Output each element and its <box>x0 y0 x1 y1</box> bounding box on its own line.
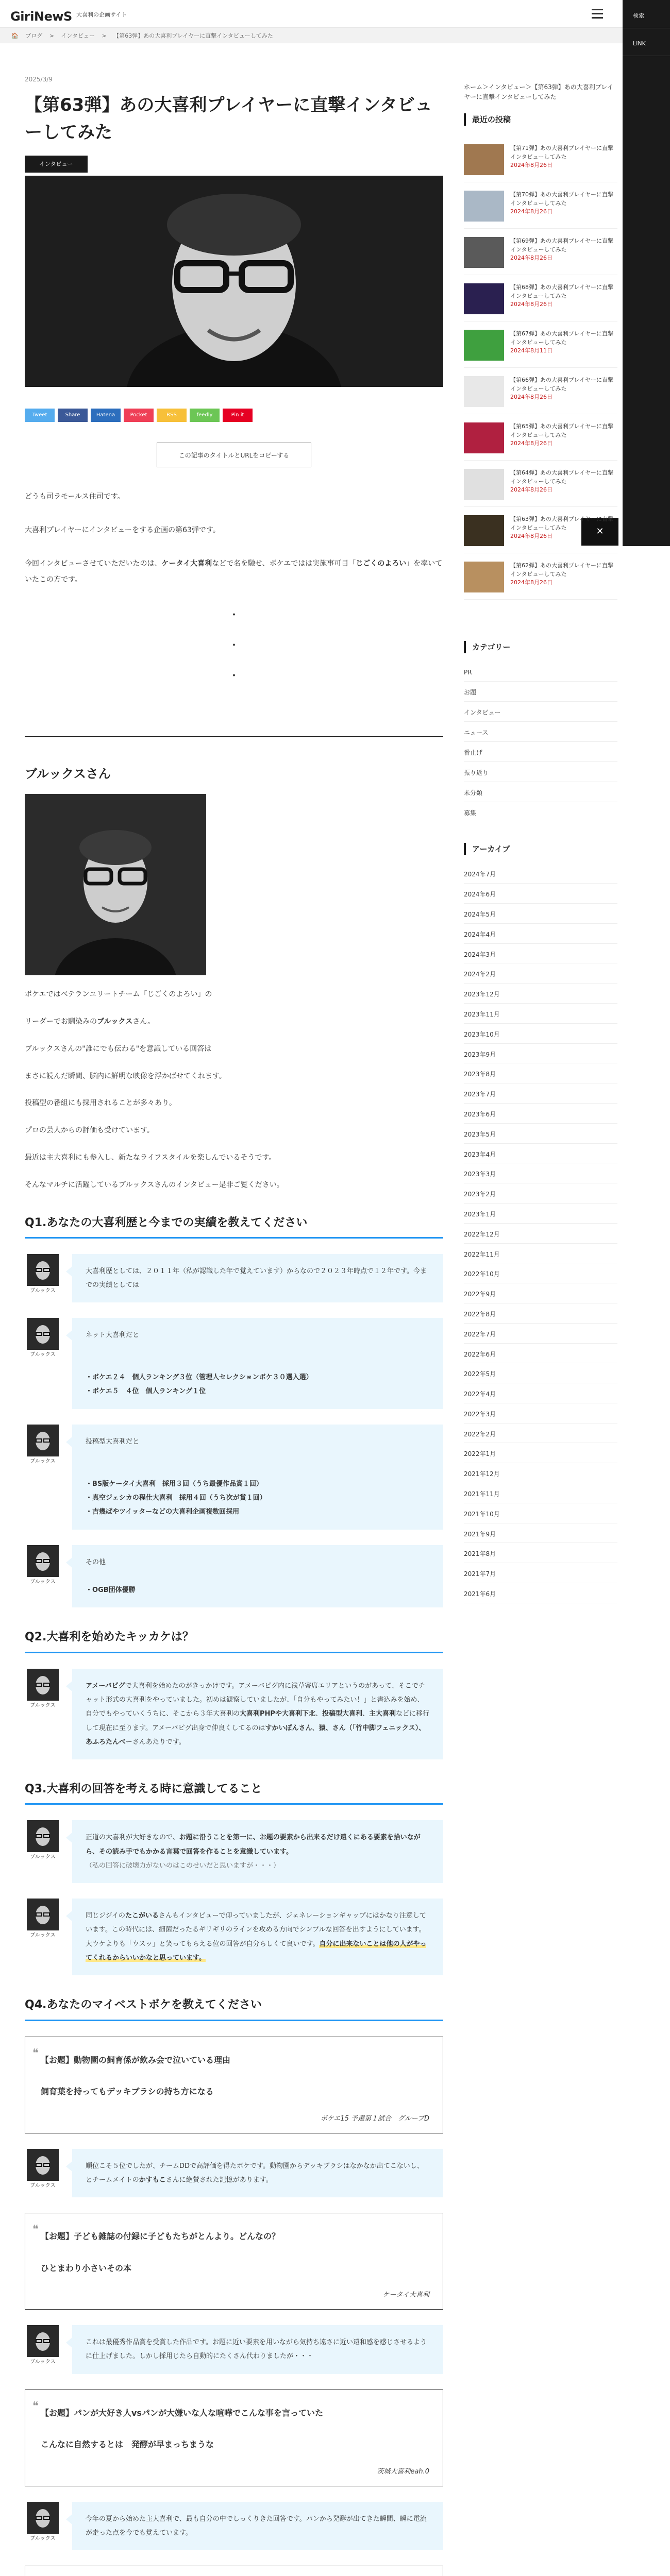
answer-bubble: アメーバピグで大喜利を始めたのがきっかけです。アメーバピグ内に浅草寄席エリアというのがあって、そこでチャット形式の大喜利をやっていました。初めは観察していましたが、「自分もやってみたい！」と書込みを始め、自分でもやっていくうちに、そこから３年大喜利の大喜利PHPや大喜利下北、投稿型大喜利、主大喜利などに移行して現在に至ります。アメーバピグ出身で仲良くしてるのはすかいぼんさん、猿、さん（「竹中脚フェニックス）、あふろたんべーさんあたりです。 <box>72 1669 443 1759</box>
recent-post-thumbnail[interactable] <box>464 515 504 546</box>
category-link[interactable]: お題 <box>464 682 617 702</box>
best-boke-quote <box>25 2566 443 2576</box>
category-link[interactable]: 振り返り <box>464 762 617 782</box>
archive-link[interactable]: 2021年9月 <box>464 1523 617 1544</box>
recent-post-item[interactable]: 【第66弾】あの大喜利プレイヤーに直撃インタビューしてみた 2024年8月26日 <box>464 368 617 414</box>
avatar <box>27 1820 59 1852</box>
profile-paragraph: リーダーでお馴染みのブルックスさん。 <box>25 1017 155 1026</box>
question-heading: Q4.あなたのマイベストボケを教えてください <box>25 1996 443 2021</box>
archive-link[interactable]: 2022年2月 <box>464 1423 617 1444</box>
profile-paragraph: 最近は主大喜利にも参入し、新たなライフスタイルを楽しんでいるそうです。 <box>25 1153 276 1162</box>
answer-bubble-row <box>25 1545 443 1608</box>
breadcrumb <box>0 28 623 43</box>
avatar <box>27 1318 59 1350</box>
share-pocket-button[interactable]: Pocket <box>124 409 154 422</box>
categories-list <box>464 662 617 822</box>
avatar-name: ブルックス <box>30 1287 56 1294</box>
archive-link[interactable]: 2024年3月 <box>464 944 617 964</box>
hero-image <box>25 176 443 387</box>
ellipsis-dot: ・ <box>228 639 240 653</box>
answer-bubble: ネット大喜利だと ・ ボケエ２４ 個人ランキング３位（管理人セレクションボケ３０選入選） ・ ボケエ５ ４位 個人ランキング１位 <box>72 1318 443 1409</box>
archive-link[interactable]: 2023年12月 <box>464 984 617 1004</box>
answer-bubble: その他 ・ OGB団体優勝 <box>72 1545 443 1608</box>
article-main <box>25 75 443 2576</box>
archive-link[interactable]: 2023年7月 <box>464 1083 617 1104</box>
profile-paragraph: 投稿型の番組にも採用されることが多々あり。 <box>25 1099 176 1108</box>
recent-post-item[interactable]: 【第62弾】あの大喜利プレイヤーに直撃インタビューしてみた 2024年8月26日 <box>464 553 617 600</box>
share-feedly-button[interactable]: feedly <box>190 409 220 422</box>
archive-link[interactable]: 2024年5月 <box>464 904 617 924</box>
quote-cite: ケータイ大喜利 <box>382 2291 429 2299</box>
category-link[interactable]: 未分類 <box>464 782 617 802</box>
breadcrumb-home-icon[interactable]: 🏠 <box>11 32 19 39</box>
intro-paragraph: どうも司ラモールス住司です。 <box>25 493 125 501</box>
recent-post-thumbnail[interactable] <box>464 237 504 268</box>
category-link[interactable]: PR <box>464 662 617 682</box>
archive-link[interactable]: 2022年12月 <box>464 1224 617 1244</box>
categories-heading: カテゴリー <box>464 641 617 653</box>
drawer-link-item[interactable]: LINK <box>633 40 646 47</box>
question-heading: Q2.大喜利を始めたキッカケは？ <box>25 1628 443 1653</box>
recent-post-item[interactable]: 【第69弾】あの大喜利プレイヤーに直撃インタビューしてみた 2024年8月26日 <box>464 229 617 275</box>
recent-post-item[interactable]: 【第67弾】あの大喜利プレイヤーに直撃インタビューしてみた 2024年8月11日 <box>464 321 617 368</box>
archive-link[interactable]: 2023年2月 <box>464 1183 617 1204</box>
recent-post-thumbnail[interactable] <box>464 144 504 175</box>
archive-link[interactable]: 2021年8月 <box>464 1543 617 1563</box>
hero-portrait-illustration <box>25 176 443 387</box>
avatar-name: ブルックス <box>30 1458 56 1464</box>
ellipsis-dot: ・ <box>228 609 240 622</box>
avatar <box>27 2502 59 2534</box>
post-date: 2025/3/9 <box>25 76 53 83</box>
quote-topic: 【お題】動物園の飼育係が飲み会で泣いている理由 <box>41 2055 231 2065</box>
category-link[interactable]: インタビュー <box>464 702 617 722</box>
share-hatena-button[interactable]: Hatena <box>91 409 121 422</box>
archive-link[interactable]: 2022年4月 <box>464 1383 617 1403</box>
side-drawer <box>623 0 670 546</box>
archive-link[interactable]: 2022年9月 <box>464 1283 617 1303</box>
answer-bubble: これは最優秀作品賞を受賞した作品です。お題に近い要素を用いながら気持ち遠さに近い遠和感を感じさせるように仕上げました。しかし採用じたら自動的にたくさん代わりましたが・・・ <box>72 2325 443 2374</box>
answer-bubble-row <box>25 2149 443 2198</box>
archive-link[interactable]: 2024年4月 <box>464 924 617 944</box>
recent-posts-heading: 最近の投稿 <box>464 113 617 126</box>
site-logo[interactable]: GiriNewS <box>10 9 72 24</box>
archive-link[interactable]: 2022年6月 <box>464 1344 617 1364</box>
recent-post-item[interactable]: 【第70弾】あの大喜利プレイヤーに直撃インタビューしてみた 2024年8月26日 <box>464 182 617 229</box>
recent-post-item[interactable]: 【第65弾】あの大喜利プレイヤーに直撃インタビューしてみた 2024年8月26日 <box>464 414 617 461</box>
profile-paragraph: ボケエではベテランユリートチーム「じごくのよろい」の <box>25 990 212 999</box>
avatar-name: ブルックス <box>30 2182 56 2189</box>
avatar-name: ブルックス <box>30 1854 56 1860</box>
recent-post-item[interactable]: 【第63弾】あの大喜利プレイヤーに直撃インタビューしてみた 2024年8月26日 <box>464 507 617 553</box>
quote-topic: 【お題】子ども雑誌の付録に子どもたちがとんより。どんなの？ <box>41 2231 280 2242</box>
share-rss-button[interactable]: RSS <box>157 409 187 422</box>
recent-post-thumbnail[interactable] <box>464 376 504 407</box>
archive-link[interactable]: 2023年10月 <box>464 1024 617 1044</box>
breadcrumb-separator: > <box>102 32 107 39</box>
archive-link[interactable]: 2023年5月 <box>464 1124 617 1144</box>
category-link[interactable]: ニュース <box>464 722 617 742</box>
share-pinterest-button[interactable]: Pin it <box>223 409 253 422</box>
archive-link[interactable]: 2022年10月 <box>464 1263 617 1283</box>
archive-link[interactable]: 2023年6月 <box>464 1104 617 1124</box>
avatar <box>27 1425 59 1456</box>
profile-paragraph: そんなマルチに活躍しているブルックスさんのインタビュー是非ご覧ください。 <box>25 1180 284 1189</box>
quote-cite: ボケエ15 予選第１試合 グループD <box>320 2114 429 2123</box>
recent-posts-list <box>464 136 617 600</box>
sidebar <box>464 82 617 1603</box>
archive-link[interactable]: 2022年3月 <box>464 1403 617 1423</box>
best-boke-quote: ❝ 【お題】子ども雑誌の付録に子どもたちがとんより。どんなの？ ひとまわり小さいその本 ケータイ大喜利 <box>25 2213 443 2310</box>
category-link[interactable]: 募集 <box>464 802 617 822</box>
archive-link[interactable]: 2024年2月 <box>464 963 617 984</box>
quote-cite: 茨城大喜利eah.0 <box>377 2467 429 2476</box>
recent-post-thumbnail[interactable] <box>464 422 504 453</box>
recent-post-item[interactable]: 【第64弾】あの大喜利プレイヤーに直撃インタビューしてみた 2024年8月26日 <box>464 461 617 507</box>
avatar <box>27 1545 59 1577</box>
answer-bubble: 投稿型大喜利だと ・ BS版ケータイ大喜利 採用３回（うち最優作品賞１回） ・ 真空ジェシカの程仕大喜利 採用４回（うち次が賞１回） ・ 吉幾ぱやツイッターなどの大喜利企画複数回採用 <box>72 1425 443 1530</box>
archive-link[interactable]: 2023年9月 <box>464 1044 617 1064</box>
archive-link[interactable]: 2023年11月 <box>464 1004 617 1024</box>
category-link[interactable]: 番止げ <box>464 742 617 762</box>
category-tag[interactable]: インタビュー <box>25 156 88 173</box>
recent-post-thumbnail[interactable] <box>464 283 504 314</box>
answer-bubble-row <box>25 1254 443 1303</box>
profile-paragraph: まさに読んだ瞬間、脳内に鮮明な映像を浮かばせてくれます。 <box>25 1072 226 1080</box>
avatar <box>27 2325 59 2357</box>
avatar-name: ブルックス <box>30 2359 56 2365</box>
archive-link[interactable]: 2021年10月 <box>464 1503 617 1523</box>
archive-link[interactable]: 2023年1月 <box>464 1204 617 1224</box>
answer-bubble-row <box>25 1318 443 1409</box>
breadcrumb-interview[interactable]: インタビュー <box>61 32 95 39</box>
share-buttons <box>25 409 443 422</box>
answer-bubble-row <box>25 1425 443 1530</box>
profile-paragraph: ブルックスさんの"誰にでも伝わる"を意識している回答は <box>25 1044 212 1053</box>
answer-bubble-row <box>25 1899 443 1975</box>
avatar <box>27 2149 59 2181</box>
archive-heading: アーカイブ <box>464 843 617 855</box>
best-boke-quote: ❝ 【お題】動物園の飼育係が飲み会で泣いている理由 飼育葉を持ってもデッキブラシの持ち方になる ボケエ15 予選第１試合 グループD <box>25 2037 443 2133</box>
breadcrumb-current: 【第63弾】あの大喜利プレイヤーに直撃インタビューしてみた <box>113 32 273 39</box>
answer-bubble: 今年の夏から始めた主大喜利で、最も自分の中でしっくりきた回答です。パンから発酵が出てきた瞬間、瞬に電流が走った点を今でも覚えています。 <box>72 2502 443 2551</box>
portrait-illustration <box>25 794 206 975</box>
hamburger-menu-icon[interactable] <box>592 9 603 19</box>
recent-post-item[interactable]: 【第71弾】あの大喜利プレイヤーに直撃インタビューしてみた 2024年8月26日 <box>464 136 617 182</box>
best-boke-quote: ❝ 【お題】パンが大好き人vsパンが大嫌いな人な喧嘩でこんな事を言っていた こんなに自然するとは 発酵が早まっちまうな 茨城大喜利eah.0 <box>25 2389 443 2486</box>
sidebar-sticky-breadcrumb[interactable]: ホーム＞インタビュー＞【第63弾】あの大喜利プレイヤーに直撃インタビューしてみた <box>464 83 613 101</box>
recent-post-thumbnail[interactable] <box>464 191 504 222</box>
archive-link[interactable]: 2023年3月 <box>464 1163 617 1183</box>
avatar-name: ブルックス <box>30 2535 56 2541</box>
answer-bubble-row <box>25 1820 443 1883</box>
quote-answer: 飼育葉を持ってもデッキブラシの持ち方になる <box>41 2087 214 2097</box>
copy-title-url-button[interactable]: この記事のタイトルとURLをコピーする <box>157 443 311 467</box>
archive-link[interactable]: 2023年8月 <box>464 1063 617 1083</box>
recent-post-item[interactable]: 【第68弾】あの大喜利プレイヤーに直撃インタビューしてみた 2024年8月26日 <box>464 275 617 321</box>
archive-link[interactable]: 2022年7月 <box>464 1324 617 1344</box>
avatar-name: ブルックス <box>30 1352 56 1358</box>
breadcrumb-separator: > <box>49 32 54 39</box>
quote-answer: ひとまわり小さいその本 <box>41 2263 132 2273</box>
answer-bubble: 順位こそ５位でしたが、チームDDで高評価を得たボケです。動物園からデッキブラシはなかなか出てこないし、とチームメイトのかすもこさんに絶賛された記憶があります。 <box>72 2149 443 2198</box>
drawer-search-link[interactable]: 検索 <box>633 12 644 19</box>
archive-link[interactable]: 2021年11月 <box>464 1483 617 1503</box>
question-heading: Q1.あなたの大喜利歴と今までの実績を教えてください <box>25 1214 443 1239</box>
avatar-name: ブルックス <box>30 1933 56 1939</box>
breadcrumb-blog[interactable]: ブログ <box>25 32 43 39</box>
recent-post-thumbnail[interactable] <box>464 469 504 500</box>
share-facebook-button[interactable]: Share <box>58 409 88 422</box>
answer-bubble: 正道の大喜利が大好きなので、お題に沿うことを第一に、お題の要素から出来るだけ遠くにある要素を拾いながら、その読み手でもかかる言葉で回答を作ることを意識しています。 （私の回答に破壊力がないのはこのせいだと思いますが・・・） <box>72 1820 443 1883</box>
avatar <box>27 1254 59 1286</box>
answer-bubble-row <box>25 2325 443 2374</box>
archive-link[interactable]: 2021年12月 <box>464 1463 617 1483</box>
ellipsis-dot: ・ <box>228 669 240 683</box>
avatar-name: ブルックス <box>30 1702 56 1708</box>
site-tagline: 大喜利の企画サイト <box>76 11 127 18</box>
drawer-close-icon[interactable]: ✕ <box>581 518 618 546</box>
profile-portrait-image <box>25 794 206 975</box>
recent-post-thumbnail[interactable] <box>464 562 504 592</box>
profile-heading: ブルックスさん <box>25 766 111 781</box>
archive-link[interactable]: 2022年8月 <box>464 1303 617 1324</box>
answer-bubble: 大喜利歴としては、２０１１年（私が認識した年で覚えています）からなので２０２３年時点で１２年です。今までの実績としては <box>72 1254 443 1303</box>
share-twitter-button[interactable]: Tweet <box>25 409 55 422</box>
archive-link[interactable]: 2021年7月 <box>464 1563 617 1583</box>
site-header <box>0 0 670 28</box>
recent-post-thumbnail[interactable] <box>464 330 504 361</box>
quote-answer: こんなに自然するとは 発酵が早まっちまうな <box>41 2439 214 2450</box>
archive-link[interactable]: 2024年6月 <box>464 884 617 904</box>
archive-link[interactable]: 2021年6月 <box>464 1583 617 1603</box>
avatar-name: ブルックス <box>30 1579 56 1585</box>
archive-list <box>464 863 617 1603</box>
answer-bubble-row <box>25 2502 443 2551</box>
quote-topic: 【お題】パンが大好き人vsパンが大嫌いな人な喧嘩でこんな事を言っていた <box>41 2408 323 2418</box>
avatar <box>27 1899 59 1930</box>
section-divider <box>25 736 443 737</box>
intro-paragraph: 大喜利プレイヤーにインタビューをする企画の第63弾です。 <box>25 526 220 534</box>
answer-bubble: 同じジジイのたこがいるさんもインタビューで仰っていましたが、ジェネレーションギャップにはかなり注意しています。この時代には、細菌だったるギリギリのラインを攻める方向でシンプルな回答を出すようにしています。大ウケよりも「ウスッ」と笑ってもらえる位の回答が自分らしくて良いです。自分に出来ないことは他の人がやってくれるからいいかなと思っています。 <box>72 1899 443 1975</box>
archive-link[interactable]: 2022年1月 <box>464 1443 617 1463</box>
archive-link[interactable]: 2022年5月 <box>464 1363 617 1383</box>
avatar <box>27 1669 59 1701</box>
archive-link[interactable]: 2023年4月 <box>464 1144 617 1164</box>
answer-bubble-row <box>25 1669 443 1759</box>
archive-link[interactable]: 2024年7月 <box>464 863 617 884</box>
intro-paragraph: 今回インタビューさせていただいたのは、ケータイ大喜利などで名を馳せ、ボケエではは実施事可目「じごくのよろい」を率いていたこの方です。 <box>25 559 443 584</box>
post-title: 【第63弾】あの大喜利プレイヤーに直撃インタビューしてみた <box>25 95 432 143</box>
question-heading: Q3.大喜利の回答を考える時に意識してること <box>25 1780 443 1805</box>
archive-link[interactable]: 2022年11月 <box>464 1244 617 1264</box>
profile-paragraph: プロの芸人からの評価も受けています。 <box>25 1126 154 1135</box>
